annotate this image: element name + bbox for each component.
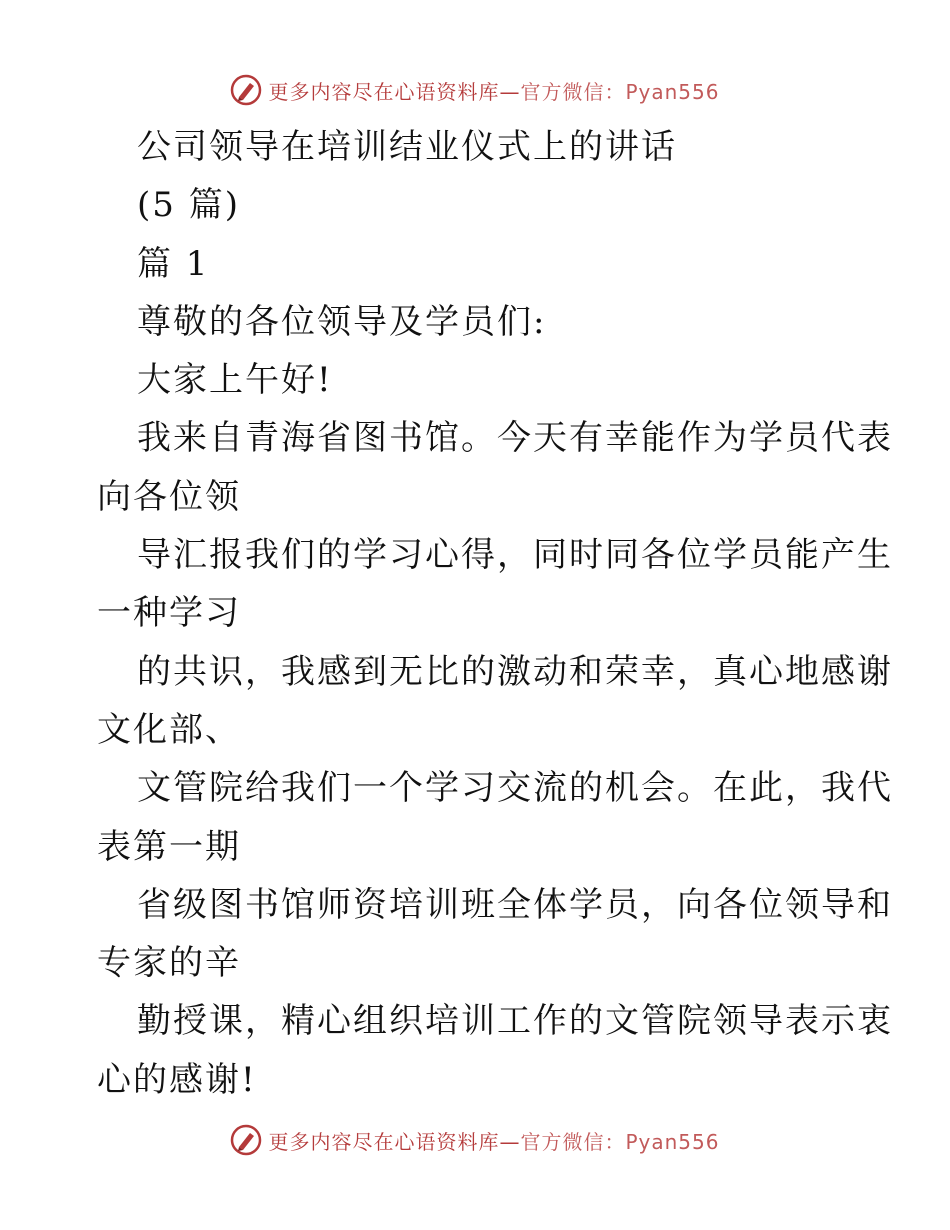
footer-banner	[0, 1120, 950, 1160]
banner-wechat-text: 官方微信：Pyan556	[520, 79, 720, 104]
text-line: 向各位领	[97, 476, 241, 517]
banner-wechat-text: 官方微信：Pyan556	[520, 1129, 720, 1154]
banner-text	[268, 76, 719, 105]
text-line: 尊敬的各位领导及学员们:	[137, 301, 547, 342]
text-line: 大家上午好!	[137, 360, 333, 401]
text-line: 文化部、	[97, 709, 241, 750]
text-line: 专家的辛	[97, 943, 241, 984]
text-line: 导汇报我们的学习心得，同时同各位学员能产生	[137, 535, 893, 576]
document-body	[97, 118, 893, 1109]
text-line: 勤授课，精心组织培训工作的文管院领导表示衷	[137, 1001, 893, 1042]
text-line: 公司领导在培训结业仪式上的讲话	[137, 127, 677, 167]
text-line: 一种学习	[97, 593, 241, 634]
banner-site-text: 更多内容尽在心语资料库—	[268, 1129, 521, 1154]
text-line: 省级图书馆师资培训班全体学员，向各位领导和	[137, 884, 893, 925]
pen-logo-icon	[230, 74, 262, 106]
text-line: 的共识，我感到无比的激动和荣幸，真心地感谢	[137, 651, 893, 692]
text-line: 表第一期	[97, 826, 241, 867]
text-line: (5 篇)	[137, 185, 240, 226]
text-line: 文管院给我们一个学习交流的机会。在此，我代	[137, 768, 893, 809]
header-banner	[0, 70, 950, 110]
banner-site-text: 更多内容尽在心语资料库—	[268, 79, 521, 104]
text-line: 我来自青海省图书馆。今天有幸能作为学员代表	[137, 418, 893, 459]
pen-logo-icon	[230, 1124, 262, 1156]
banner-text	[268, 1126, 719, 1155]
text-line: 心的感谢!	[97, 1059, 257, 1100]
text-line: 篇 1	[137, 243, 210, 284]
